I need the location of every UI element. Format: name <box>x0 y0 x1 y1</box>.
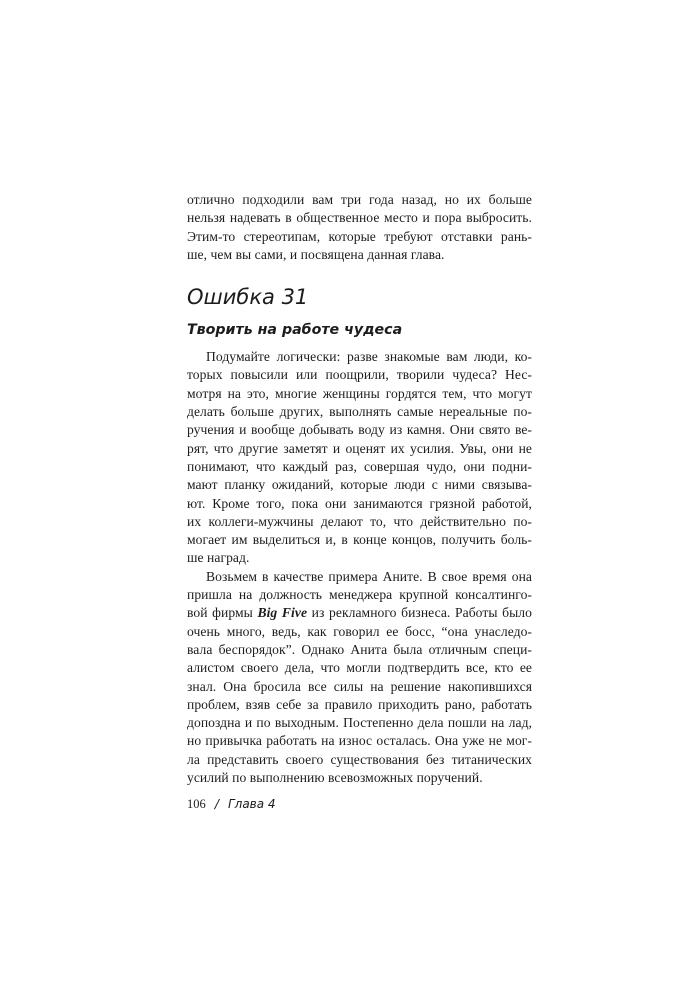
page-footer <box>187 796 276 812</box>
text-line: Подумайте логически: разве знакомые вам люди, ко- <box>206 349 532 365</box>
text-line: мают планку ожиданий, которые люди с ними связыва- <box>187 477 532 493</box>
paragraph-2 <box>187 568 532 788</box>
text-line-with-brand <box>187 604 532 622</box>
text-fragment: из рекламного бизнеса. Работы было <box>307 605 532 621</box>
section-title: Ошибка 31 <box>187 285 309 310</box>
footer-separator: / <box>214 796 219 811</box>
text-line: нельзя надевать в общественное место и пора выбросить. <box>187 210 532 226</box>
text-line: Возьмем в качестве примера Аните. В свое время она <box>206 568 532 584</box>
intro-paragraph <box>187 191 532 264</box>
text-line: мотря на это, многие женщины гордятся тем, что могут <box>187 385 532 401</box>
text-line: ручения и вообще добывать воду из камня. Они свято ве- <box>187 422 532 438</box>
text-line: понимают, что каждый раз, совершая чудо, они подни- <box>187 458 532 474</box>
text-line: ют. Кроме того, пока они занимаются грязной работой, <box>187 495 532 511</box>
text-line: допоздна и по выходным. Постепенно дела пошли на лад, <box>187 715 532 731</box>
text-line: алистом своего дела, что могли подтвердить все, кто ее <box>187 660 532 676</box>
text-line: рят, что другие заметят и оценят их усилия. Увы, они не <box>187 440 532 456</box>
page-text-block <box>187 191 532 787</box>
text-line: проблем, взяв себе за правило приходить рано, работать <box>187 696 532 712</box>
text-line: ше, чем вы сами, и посвящена данная глава. <box>187 246 445 262</box>
text-line: пришла на должность менеджера крупной консалтинго- <box>187 587 532 603</box>
text-line: усилий по выполнению всевозможных поручений. <box>187 770 483 786</box>
text-line: знал. Она бросила все силы на решение накопившихся <box>187 678 532 694</box>
text-line: торых повысили или поощрили, творили чудеса? Нес- <box>187 367 532 383</box>
text-line: ла представить своего существования без титанических <box>187 751 532 767</box>
text-line: Этим-то стереотипам, которые требуют отставки рань- <box>187 228 532 244</box>
section-subtitle: Творить на работе чудеса <box>187 322 403 339</box>
text-line: их коллеги-мужчины делают то, что действительно по- <box>187 513 532 529</box>
text-line: отлично подходили вам три года назад, но их больше <box>187 192 532 207</box>
text-line: могает им выделиться и, в конце концов, получить боль- <box>187 532 532 548</box>
text-line: но привычка работать на износ осталась. Она уже не мог- <box>187 733 532 749</box>
text-line: вала беспорядок”. Однако Анита была отличным специ- <box>187 641 532 657</box>
text-line: очень много, ведь, как говорил ее босс, “она унаследо- <box>187 623 532 639</box>
company-name: Big Five <box>257 605 308 621</box>
page-number: 106 <box>187 797 206 811</box>
text-fragment: вой фирмы <box>187 605 258 621</box>
text-line: ше наград. <box>187 550 250 566</box>
text-line: делать больше других, выполнять самые нереальные по- <box>187 404 532 420</box>
chapter-label: Глава 4 <box>227 797 276 811</box>
paragraph-1 <box>187 348 532 568</box>
